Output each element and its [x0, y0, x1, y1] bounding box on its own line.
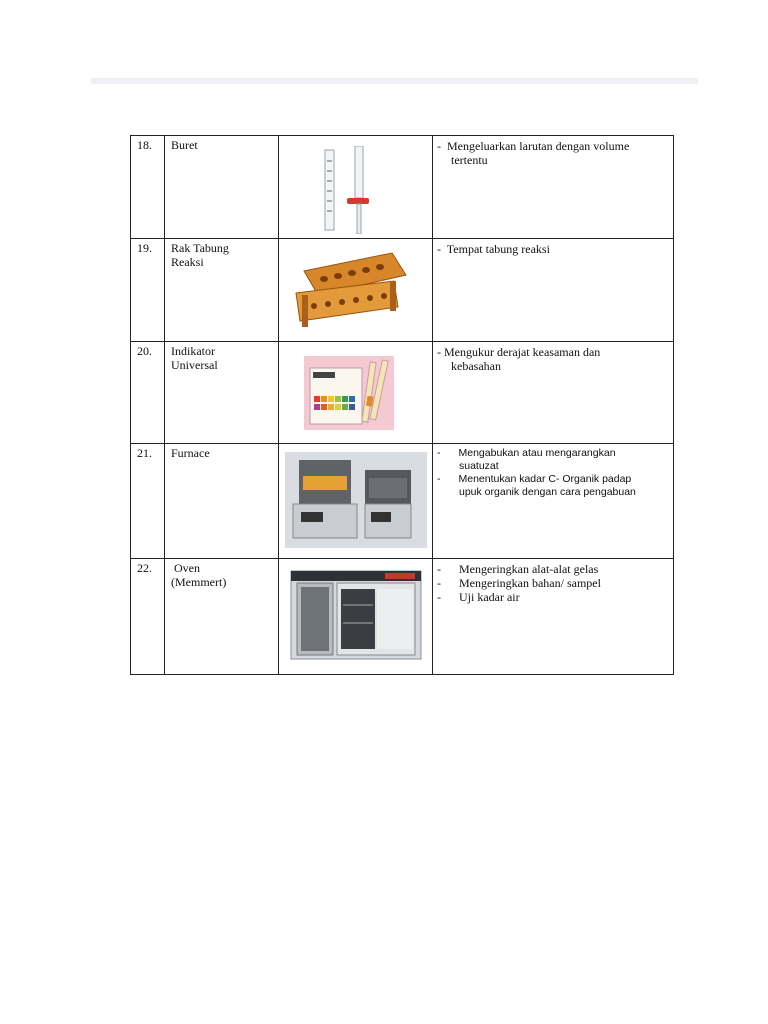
equipment-image	[279, 136, 433, 239]
row-number: 19.	[131, 239, 165, 342]
row-number: 20.	[131, 342, 165, 444]
table-row	[131, 342, 674, 444]
equipment-description: - Mengukur derajat keasaman dan kebasahan	[433, 342, 674, 444]
table-row	[131, 239, 674, 342]
equipment-image	[279, 559, 433, 675]
equipment-image	[279, 444, 433, 559]
equipment-name: Indikator Universal	[165, 342, 279, 444]
equipment-description: - Mengabukan atau mengarangkan suatuzat - Menentukan kadar C- Organik padap upuk organik dengan cara pengabuan	[433, 444, 674, 559]
equipment-description: - Tempat tabung reaksi	[433, 239, 674, 342]
equipment-name: Rak Tabung Reaksi	[165, 239, 279, 342]
table-row	[131, 136, 674, 239]
row-number: 21.	[131, 444, 165, 559]
equipment-name: Oven (Memmert)	[165, 559, 279, 675]
top-divider	[91, 78, 698, 84]
test-tube-rack-icon	[294, 251, 410, 331]
row-number: 22.	[131, 559, 165, 675]
equipment-description: - Mengeluarkan larutan dengan volume tertentu	[433, 136, 674, 239]
table-row	[131, 444, 674, 559]
burette-icon	[319, 146, 399, 234]
lab-equipment-table	[130, 135, 674, 675]
furnace-icon	[285, 452, 427, 548]
oven-icon	[287, 569, 425, 665]
ph-paper-icon	[304, 356, 394, 430]
table-row	[131, 559, 674, 675]
equipment-description: - Mengeringkan alat-alat gelas - Mengeringkan bahan/ sampel - Uji kadar air	[433, 559, 674, 675]
equipment-image	[279, 342, 433, 444]
equipment-name: Buret	[165, 136, 279, 239]
equipment-image	[279, 239, 433, 342]
row-number: 18.	[131, 136, 165, 239]
equipment-name: Furnace	[165, 444, 279, 559]
